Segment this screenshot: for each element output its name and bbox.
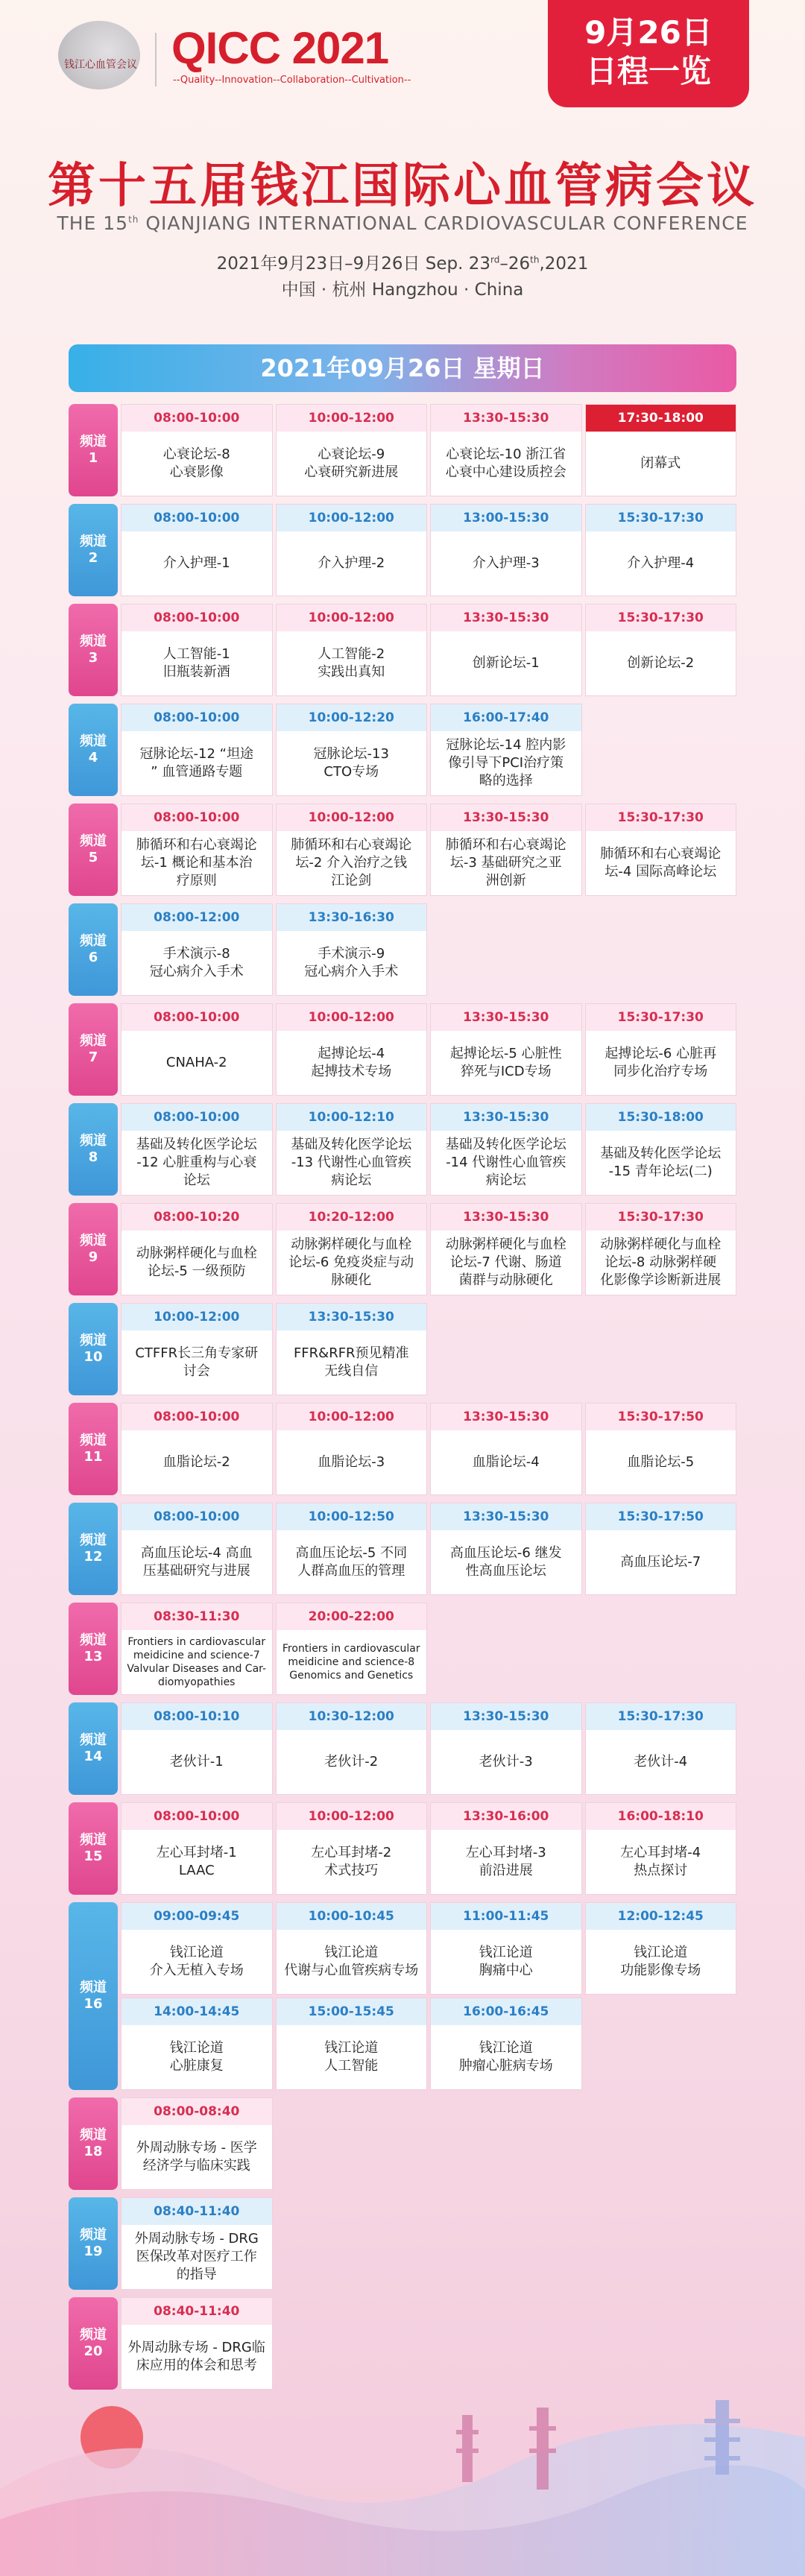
session-time: 15:30-17:50 xyxy=(586,1503,736,1530)
empty-slot xyxy=(430,903,582,996)
session-title: Frontiers in cardiovascular meidicine and science-7 Valvular Diseases and Car- diomyopathies xyxy=(127,1636,267,1688)
page-title: 第十五届钱江国际心血管病会议 xyxy=(48,159,757,214)
session-title: 起搏论坛-4 起搏技术专场 xyxy=(311,1046,392,1079)
session-time: 08:40-11:40 xyxy=(121,2198,272,2225)
session-time: 15:30-17:50 xyxy=(586,1404,736,1430)
session-cell xyxy=(585,404,737,496)
session-cell xyxy=(121,1203,273,1295)
channel-row xyxy=(69,804,736,896)
session-title: 左心耳封堵-2 术式技巧 xyxy=(311,1845,392,1878)
logo-text: 钱江心血管会议 xyxy=(64,59,137,71)
session-cell xyxy=(121,1103,273,1196)
session-time: 15:30-17:30 xyxy=(586,1204,736,1231)
empty-slot xyxy=(276,2097,428,2190)
session-time: 13:30-15:30 xyxy=(431,405,581,432)
channel-row xyxy=(69,704,736,796)
session-time: 13:30-15:30 xyxy=(431,1404,581,1430)
session-time: 10:00-12:50 xyxy=(277,1503,427,1530)
session-cell xyxy=(430,604,582,696)
session-title: 左心耳封堵-3 前沿进展 xyxy=(465,1845,546,1878)
empty-slot xyxy=(585,2297,737,2390)
empty-slot xyxy=(585,1998,737,2090)
session-time: 10:00-12:00 xyxy=(277,1404,427,1430)
session-cell xyxy=(585,1403,737,1495)
session-title: 外周动脉专场 - 医学 经济学与临床实践 xyxy=(136,2140,257,2174)
channel-row xyxy=(69,1203,736,1295)
session-title: 动脉粥样硬化与血栓 论坛-8 动脉粥样硬 化影像学诊断新进展 xyxy=(600,1237,722,1288)
session-time: 13:30-15:30 xyxy=(431,804,581,831)
session-time: 10:00-12:00 xyxy=(277,604,427,631)
session-cell xyxy=(430,1503,582,1595)
session-time: 11:00-11:45 xyxy=(431,1903,581,1930)
session-cell xyxy=(276,804,428,896)
channel-row xyxy=(69,2197,736,2290)
session-cell xyxy=(276,504,428,596)
session-time: 15:30-17:30 xyxy=(586,505,736,531)
channel-label: 频道 14 xyxy=(69,1702,118,1795)
session-cell xyxy=(276,1902,428,1995)
session-time: 13:30-15:30 xyxy=(431,1104,581,1131)
session-title: 老伙计-4 xyxy=(634,1754,688,1770)
session-cell xyxy=(276,1802,428,1895)
empty-slot xyxy=(430,1603,582,1695)
session-time: 10:00-12:20 xyxy=(277,704,427,731)
brand-tagline: --Quality--Innovation--Collaboration--Cultivation-- xyxy=(173,75,411,86)
session-title: 钱江论道 代谢与心血管疾病专场 xyxy=(284,1945,419,1978)
session-time: 10:00-12:00 xyxy=(277,804,427,831)
session-time: 08:00-10:00 xyxy=(121,1503,272,1530)
session-time: 08:00-10:00 xyxy=(121,405,272,432)
session-cell xyxy=(276,1203,428,1295)
session-cell xyxy=(430,1702,582,1795)
session-time: 08:30-11:30 xyxy=(121,1603,272,1630)
session-title: 血脂论坛-5 xyxy=(627,1454,695,1470)
session-cell xyxy=(121,2097,273,2190)
session-cell xyxy=(276,903,428,996)
channel-label: 频道 19 xyxy=(69,2197,118,2290)
session-time: 08:00-08:40 xyxy=(121,2098,272,2125)
session-time: 15:30-17:30 xyxy=(586,1703,736,1730)
session-title: 钱江论道 心脏康复 xyxy=(169,2040,224,2074)
session-cell xyxy=(121,704,273,796)
session-title: 肺循环和右心衰竭论 坛-2 介入治疗之钱 江论剑 xyxy=(291,837,412,888)
session-title: 高血压论坛-6 继发 性高血压论坛 xyxy=(449,1545,562,1579)
session-title: FFR&RFR预见精准 无线自信 xyxy=(293,1345,409,1379)
session-time: 13:30-16:30 xyxy=(277,904,427,931)
channel-row xyxy=(69,1103,736,1196)
session-title: 老伙计-3 xyxy=(479,1754,533,1770)
session-cell xyxy=(276,404,428,496)
empty-slot xyxy=(585,2197,737,2290)
empty-slot xyxy=(585,1303,737,1395)
empty-slot xyxy=(430,2197,582,2290)
session-title: 肺循环和右心衰竭论 坛-4 国际高峰论坛 xyxy=(600,846,722,880)
session-time: 13:00-15:30 xyxy=(431,505,581,531)
session-title: 外周动脉专场 - DRG临 床应用的体会和思考 xyxy=(127,2340,265,2373)
channel-label: 频道 18 xyxy=(69,2097,118,2190)
logo-emblem xyxy=(58,21,140,89)
session-cell xyxy=(430,1902,582,1995)
session-time: 20:00-22:00 xyxy=(277,1603,427,1630)
session-cell xyxy=(276,1603,428,1695)
session-time: 08:00-10:00 xyxy=(121,1104,272,1131)
session-title: 创新论坛-1 xyxy=(472,655,540,671)
brand-title: QICC 2021 xyxy=(171,23,389,73)
session-title: 高血压论坛-7 xyxy=(620,1554,701,1570)
session-title: 闭幕式 xyxy=(640,455,681,471)
conference-location: 中国 · 杭州 Hangzhou · China xyxy=(281,280,524,300)
session-title: 左心耳封堵-1 LAAC xyxy=(156,1845,237,1878)
session-time: 10:00-12:00 xyxy=(277,505,427,531)
session-title: 人工智能-2 实践出真知 xyxy=(318,646,385,680)
session-time: 08:00-10:00 xyxy=(121,505,272,531)
session-cell xyxy=(430,804,582,896)
session-cell xyxy=(430,504,582,596)
session-title: 基础及转化医学论坛 -13 代谢性心血管疾 病论坛 xyxy=(291,1137,412,1188)
session-title: 外周动脉专场 - DRG 医保改革对医疗工作 的指导 xyxy=(134,2231,259,2282)
channel-row xyxy=(69,2297,736,2390)
channel-label: 频道 15 xyxy=(69,1802,118,1895)
session-time: 08:40-11:40 xyxy=(121,2298,272,2325)
session-cell xyxy=(121,404,273,496)
session-title: 基础及转化医学论坛 -12 心脏重构与心衰 论坛 xyxy=(136,1137,257,1188)
session-time: 10:20-12:00 xyxy=(277,1204,427,1231)
session-title: 钱江论道 人工智能 xyxy=(324,2040,379,2074)
session-time: 15:30-18:00 xyxy=(586,1104,736,1131)
session-time: 13:30-15:30 xyxy=(277,1304,427,1330)
session-time: 16:00-16:45 xyxy=(431,1998,581,2025)
session-cell xyxy=(121,2297,273,2390)
session-cell xyxy=(430,1403,582,1495)
session-cell xyxy=(276,1003,428,1096)
session-time: 10:00-12:00 xyxy=(121,1304,272,1330)
session-title: 心衰论坛-9 心衰研究新进展 xyxy=(304,446,399,480)
channel-row xyxy=(69,604,736,696)
session-cell xyxy=(121,504,273,596)
session-cell xyxy=(276,1103,428,1196)
session-title: 介入护理-3 xyxy=(472,555,540,571)
session-title: 老伙计-2 xyxy=(324,1754,379,1770)
session-title: 钱江论道 胸痛中心 xyxy=(479,1945,533,1978)
session-cell xyxy=(276,1998,428,2090)
channel-row xyxy=(69,1403,736,1495)
session-cell xyxy=(430,1998,582,2090)
session-title: CNAHA-2 xyxy=(165,1055,227,1070)
session-title: 肺循环和右心衰竭论 坛-3 基础研究之亚 洲创新 xyxy=(445,837,566,888)
session-title: 人工智能-1 旧瓶装新酒 xyxy=(162,646,230,680)
channel-row xyxy=(69,1603,736,1695)
session-title: Frontiers in cardiovascular meidicine and science-8 Genomics and Genetics xyxy=(282,1643,420,1682)
channel-row xyxy=(69,504,736,596)
channel-label: 频道 3 xyxy=(69,604,118,696)
session-cell xyxy=(121,1802,273,1895)
session-time: 15:30-17:30 xyxy=(586,604,736,631)
session-time: 10:00-10:45 xyxy=(277,1903,427,1930)
channel-row xyxy=(69,1802,736,1895)
session-title: 左心耳封堵-4 热点探讨 xyxy=(620,1845,701,1878)
session-cell xyxy=(121,604,273,696)
session-title: 基础及转化医学论坛 -14 代谢性心血管疾 病论坛 xyxy=(445,1137,566,1188)
session-title: 高血压论坛-4 高血 压基础研究与进展 xyxy=(140,1545,253,1579)
session-cell xyxy=(585,1902,737,1995)
session-cell xyxy=(121,2197,273,2290)
session-time: 15:30-17:30 xyxy=(586,1004,736,1031)
page-subtitle: THE 15th QIANJIANG INTERNATIONAL CARDIOVASCULAR CONFERENCE xyxy=(57,212,748,234)
session-title: 基础及转化医学论坛 -15 青年论坛(二) xyxy=(600,1146,722,1179)
channel-label: 频道 9 xyxy=(69,1203,118,1295)
session-title: 肺循环和右心衰竭论 坛-1 概论和基本治 疗原则 xyxy=(136,837,257,888)
channel-label: 频道 6 xyxy=(69,903,118,996)
schedule-grid xyxy=(69,404,736,2397)
session-time: 14:00-14:45 xyxy=(121,1998,272,2025)
channel-label: 频道 1 xyxy=(69,404,118,496)
empty-slot xyxy=(585,704,737,796)
session-cell xyxy=(276,704,428,796)
channel-row xyxy=(69,903,736,996)
date-badge xyxy=(548,0,749,107)
session-title: 钱江论道 功能影像专场 xyxy=(620,1945,701,1978)
session-time: 08:00-12:00 xyxy=(121,904,272,931)
session-cell xyxy=(276,604,428,696)
session-title: 动脉粥样硬化与血栓 论坛-6 免疫炎症与动 脉硬化 xyxy=(288,1237,414,1288)
date-badge-label: 日程一览 xyxy=(585,53,711,89)
conference-logo xyxy=(58,21,170,89)
session-title: 介入护理-2 xyxy=(318,555,385,571)
channel-row xyxy=(69,1003,736,1096)
skyline-decoration xyxy=(0,2385,805,2576)
session-time: 10:30-12:00 xyxy=(277,1703,427,1730)
session-cell xyxy=(585,804,737,896)
session-title: 血脂论坛-3 xyxy=(318,1454,385,1470)
session-time: 12:00-12:45 xyxy=(586,1903,736,1930)
channel-label: 频道 10 xyxy=(69,1303,118,1395)
session-time: 10:00-12:00 xyxy=(277,1004,427,1031)
channel-row xyxy=(69,1902,736,2090)
session-cell xyxy=(585,604,737,696)
channel-label: 频道 4 xyxy=(69,704,118,796)
session-title: 血脂论坛-2 xyxy=(162,1454,230,1470)
channel-row xyxy=(69,2097,736,2190)
session-cell xyxy=(430,1103,582,1196)
session-cell xyxy=(430,1802,582,1895)
session-cell xyxy=(121,1503,273,1595)
day-header: 2021年09月26日 星期日 xyxy=(69,344,736,392)
channel-label: 频道 12 xyxy=(69,1503,118,1595)
session-cell xyxy=(585,504,737,596)
session-cell xyxy=(430,1003,582,1096)
channel-label: 频道 20 xyxy=(69,2297,118,2390)
session-cell xyxy=(585,1103,737,1196)
session-title: 手术演示-9 冠心病介入手术 xyxy=(304,946,399,979)
channel-label: 频道 5 xyxy=(69,804,118,896)
session-title: 心衰论坛-8 心衰影像 xyxy=(162,446,230,480)
session-time: 10:00-12:00 xyxy=(277,1803,427,1830)
channel-row xyxy=(69,404,736,496)
session-time: 13:30-15:30 xyxy=(431,1204,581,1231)
session-cell xyxy=(585,1003,737,1096)
channel-row xyxy=(69,1702,736,1795)
session-title: 血脂论坛-4 xyxy=(472,1454,540,1470)
session-time: 08:00-10:00 xyxy=(121,1004,272,1031)
empty-slot xyxy=(430,2097,582,2190)
session-time: 08:00-10:00 xyxy=(121,604,272,631)
session-time: 16:00-17:40 xyxy=(431,704,581,731)
channel-label: 频道 7 xyxy=(69,1003,118,1096)
session-cell xyxy=(121,1998,273,2090)
session-time: 15:00-15:45 xyxy=(277,1998,427,2025)
session-cell xyxy=(430,704,582,796)
channel-row xyxy=(69,1503,736,1595)
session-cell xyxy=(121,1603,273,1695)
session-time: 08:00-10:10 xyxy=(121,1703,272,1730)
session-cell xyxy=(585,1702,737,1795)
session-title: 冠脉论坛-13 CTO专场 xyxy=(313,746,389,780)
session-title: CTFFR长三角专家研 讨会 xyxy=(135,1345,259,1379)
session-cell xyxy=(430,404,582,496)
session-title: 介入护理-4 xyxy=(627,555,695,571)
empty-slot xyxy=(585,1603,737,1695)
channel-label: 频道 2 xyxy=(69,504,118,596)
session-cell xyxy=(585,1802,737,1895)
session-title: 手术演示-8 冠心病介入手术 xyxy=(149,946,244,979)
channel-row xyxy=(69,1303,736,1395)
session-time: 10:00-12:00 xyxy=(277,405,427,432)
empty-slot xyxy=(276,2197,428,2290)
logo-divider xyxy=(155,33,157,86)
empty-slot xyxy=(585,903,737,996)
session-title: 高血压论坛-5 不同 人群高血压的管理 xyxy=(295,1545,408,1579)
session-time: 09:00-09:45 xyxy=(121,1903,272,1930)
session-title: 创新论坛-2 xyxy=(627,655,695,671)
empty-slot xyxy=(430,2297,582,2390)
session-cell xyxy=(276,1403,428,1495)
channel-label: 频道 8 xyxy=(69,1103,118,1196)
session-title: 老伙计-1 xyxy=(169,1754,224,1770)
session-time: 13:30-15:30 xyxy=(431,1703,581,1730)
session-time: 08:00-10:20 xyxy=(121,1204,272,1231)
session-cell xyxy=(121,903,273,996)
session-title: 钱江论道 介入无植入专场 xyxy=(149,1945,244,1978)
session-cell xyxy=(121,804,273,896)
empty-slot xyxy=(585,2097,737,2190)
session-time: 08:00-10:00 xyxy=(121,1803,272,1830)
session-time: 13:30-16:00 xyxy=(431,1803,581,1830)
session-cell xyxy=(121,1403,273,1495)
session-cell xyxy=(276,1503,428,1595)
session-cell xyxy=(585,1503,737,1595)
session-title: 动脉粥样硬化与血栓 论坛-5 一级预防 xyxy=(136,1246,257,1279)
session-title: 冠脉论坛-12 “坦途 ” 血管通路专题 xyxy=(139,746,253,780)
session-title: 钱江论道 肿瘤心脏病专场 xyxy=(458,2040,553,2074)
session-cell xyxy=(430,1203,582,1295)
session-cell xyxy=(585,1203,737,1295)
session-title: 起搏论坛-5 心脏性 猝死与ICD专场 xyxy=(449,1046,562,1079)
date-badge-date: 9月26日 xyxy=(584,14,713,51)
session-title: 起搏论坛-6 心脏再 同步化治疗专场 xyxy=(604,1046,717,1079)
session-time: 16:00-18:10 xyxy=(586,1803,736,1830)
session-cell xyxy=(121,1902,273,1995)
empty-slot xyxy=(276,2297,428,2390)
session-title: 心衰论坛-10 浙江省 心衰中心建设质控会 xyxy=(445,446,566,480)
session-time: 08:00-10:00 xyxy=(121,1404,272,1430)
session-cell xyxy=(276,1702,428,1795)
empty-slot xyxy=(430,1303,582,1395)
session-time: 15:30-17:30 xyxy=(586,804,736,831)
session-time: 13:30-15:30 xyxy=(431,1503,581,1530)
session-time: 13:30-15:30 xyxy=(431,604,581,631)
session-time: 17:30-18:00 xyxy=(586,405,736,432)
session-cell xyxy=(121,1003,273,1096)
session-cell xyxy=(121,1702,273,1795)
channel-label: 频道 13 xyxy=(69,1603,118,1695)
channel-label: 频道 16 xyxy=(69,1902,118,2090)
session-time: 13:30-15:30 xyxy=(431,1004,581,1031)
channel-label: 频道 11 xyxy=(69,1403,118,1495)
session-time: 08:00-10:00 xyxy=(121,804,272,831)
session-title: 冠脉论坛-14 腔内影 像引导下PCI治疗策 略的选择 xyxy=(446,737,566,789)
session-title: 动脉粥样硬化与血栓 论坛-7 代谢、肠道 菌群与动脉硬化 xyxy=(445,1237,566,1288)
session-time: 08:00-10:00 xyxy=(121,704,272,731)
conference-dates: 2021年9月23日–9月26日 Sep. 23rd–26th,2021 xyxy=(216,254,589,274)
session-cell xyxy=(276,1303,428,1395)
session-time: 10:00-12:10 xyxy=(277,1104,427,1131)
session-title: 介入护理-1 xyxy=(162,555,230,571)
session-cell xyxy=(121,1303,273,1395)
